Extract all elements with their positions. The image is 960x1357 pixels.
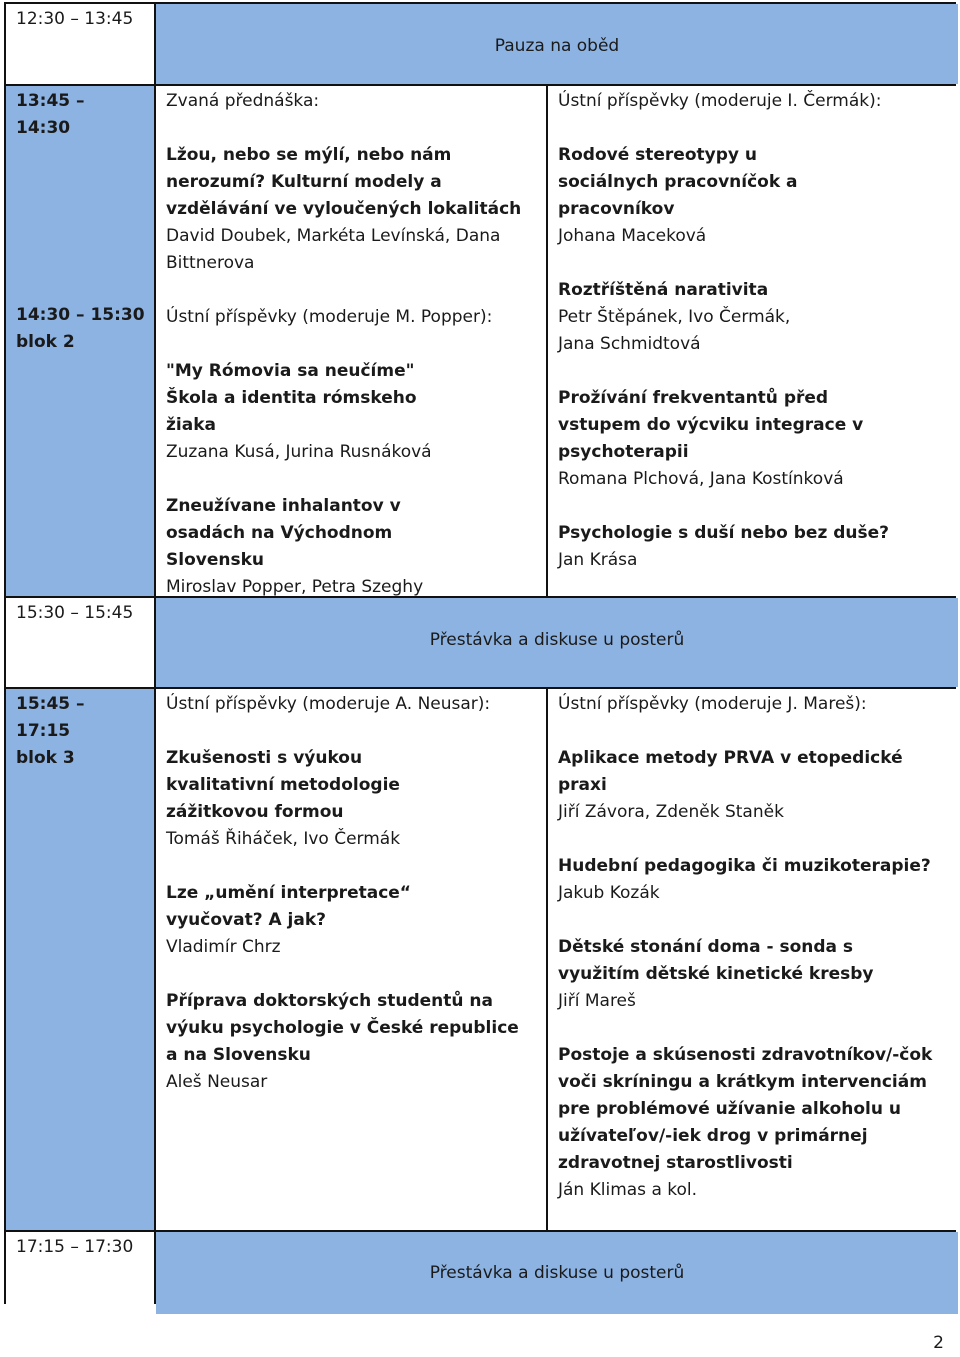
break2-time-cell xyxy=(6,1232,154,1314)
block2-time-secondary: 14:30 – 15:30 xyxy=(16,305,145,325)
block3-col1 xyxy=(156,689,546,1230)
break1-band xyxy=(156,598,958,687)
talk-item xyxy=(558,934,948,1015)
talk-item xyxy=(166,880,536,961)
block2-col2 xyxy=(548,86,958,596)
schedule-table xyxy=(4,2,956,1304)
keynote-item xyxy=(166,142,536,277)
talk-item xyxy=(558,853,948,907)
talk-authors: Miroslav Popper, Petra Szeghy xyxy=(166,577,424,597)
talk-title: Psychologie s duší nebo bez duše? xyxy=(558,523,890,543)
talk-title: Hudební pedagogika či muzikoterapie? xyxy=(558,856,931,876)
break1-label: Přestávka a diskuse u posterů xyxy=(429,630,685,650)
talk-item xyxy=(558,1042,948,1204)
page-number: 2 xyxy=(933,1333,944,1353)
talk-item xyxy=(166,988,536,1096)
break2-band xyxy=(156,1232,958,1314)
talk-authors: Vladimír Chrz xyxy=(166,937,281,957)
break1-time-cell xyxy=(6,598,154,687)
talk-authors: Petr Štěpánek, Ivo Čermák, Jana Schmidtová xyxy=(558,307,791,354)
block3-label: blok 3 xyxy=(16,748,75,768)
break1-time: 15:30 – 15:45 xyxy=(16,603,134,623)
talk-authors: Zuzana Kusá, Jurina Rusnáková xyxy=(166,442,432,462)
talk-item xyxy=(558,520,948,574)
talk-item xyxy=(558,385,948,493)
talk-item xyxy=(166,493,536,601)
lunch-band xyxy=(156,4,958,84)
talk-title: "My Rómovia sa neučíme" Škola a identita rómskeho žiaka xyxy=(166,361,417,435)
talk-authors: Ján Klimas a kol. xyxy=(558,1180,698,1200)
session-heading-popper: Ústní příspěvky (moderuje M. Popper): xyxy=(166,307,493,327)
break2-label: Přestávka a diskuse u posterů xyxy=(429,1263,685,1283)
block2-col1 xyxy=(156,86,546,596)
talk-item xyxy=(166,745,536,853)
talk-authors: Johana Maceková xyxy=(558,226,707,246)
lunch-label: Pauza na oběd xyxy=(494,36,620,56)
talk-item xyxy=(166,358,536,466)
talk-title: Zneužívane inhalantov v osadách na Východnom Slovensku xyxy=(166,496,401,570)
block2-label: blok 2 xyxy=(16,332,75,352)
block3-col2 xyxy=(548,689,958,1230)
talk-authors: Jiří Mareš xyxy=(558,991,636,1011)
talk-authors: Aleš Neusar xyxy=(166,1072,268,1092)
talk-title: Postoje a skúsenosti zdravotníkov/-čok voči skríningu a krátkym intervenciám pre problémové užívanie alkoholu u užívateľov/-iek drog v primárnej zdravotnej starostlivosti xyxy=(558,1045,933,1173)
talk-title: Prožívání frekventantů před vstupem do výcviku integrace v psychoterapii xyxy=(558,388,864,462)
talk-title: Rodové stereotypy u sociálnych pracovníčok a pracovníkov xyxy=(558,145,798,219)
talk-item xyxy=(558,745,948,826)
session-heading-mares: Ústní příspěvky (moderuje J. Mareš): xyxy=(558,694,867,714)
talk-item xyxy=(558,142,948,250)
talk-title: Dětské stonání doma - sonda s využitím dětské kinetické kresby xyxy=(558,937,874,984)
talk-title: Zkušenosti s výukou kvalitativní metodologie zážitkovou formou xyxy=(166,748,400,822)
talk-title: Roztříštěná narativita xyxy=(558,280,769,300)
talk-authors: Tomáš Řiháček, Ivo Čermák xyxy=(166,829,401,849)
keynote-title: Lžou, nebo se mýlí, nebo nám nerozumí? Kulturní modely a vzdělávání ve vyloučených lokalitách xyxy=(166,145,522,219)
talk-title: Příprava doktorských studentů na výuku psychologie v České republice a na Slovensku xyxy=(166,991,519,1065)
talk-authors: Jakub Kozák xyxy=(558,883,660,903)
break2-time: 17:15 – 17:30 xyxy=(16,1237,134,1257)
session-heading-cermak: Ústní příspěvky (moderuje I. Čermák): xyxy=(558,91,882,111)
block2-time-primary: 13:45 – 14:30 xyxy=(16,91,85,138)
lunch-time-cell xyxy=(6,4,154,84)
talk-item xyxy=(558,277,948,358)
keynote-heading: Zvaná přednáška: xyxy=(166,91,320,111)
lunch-time: 12:30 – 13:45 xyxy=(16,9,134,29)
block3-time-cell xyxy=(6,689,154,1230)
keynote-authors: David Doubek, Markéta Levínská, Dana Bittnerova xyxy=(166,226,501,273)
talk-title: Aplikace metody PRVA v etopedické praxi xyxy=(558,748,903,795)
session-heading-neusar: Ústní příspěvky (moderuje A. Neusar): xyxy=(166,694,491,714)
block2-time-cell xyxy=(6,86,154,596)
talk-authors: Romana Plchová, Jana Kostínková xyxy=(558,469,844,489)
talk-authors: Jan Krása xyxy=(558,550,638,570)
talk-authors: Jiří Závora, Zdeněk Staněk xyxy=(558,802,784,822)
talk-title: Lze „umění interpretace“ vyučovat? A jak? xyxy=(166,883,411,930)
block3-time: 15:45 – 17:15 xyxy=(16,694,85,741)
